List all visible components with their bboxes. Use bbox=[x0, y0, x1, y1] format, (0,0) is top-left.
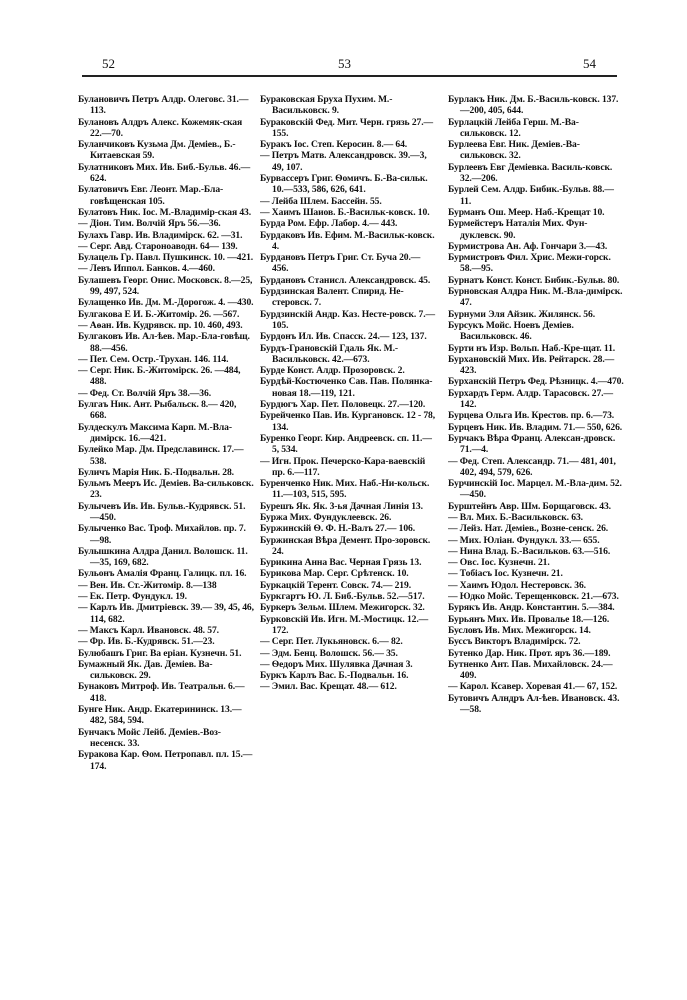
directory-entry: Бурикова Мар. Серг. Срѣтенск. 10. bbox=[260, 568, 409, 580]
directory-entry: Буренченко Ник. Мих. Наб.-Ни-кольск. 11.—103, 515, 595. bbox=[260, 478, 430, 501]
directory-entry: Бураковскій Фед. Мит. Черн. грязь 27.—155. bbox=[260, 116, 434, 139]
directory-entry: Буржинскій Ѳ. Ф. Н.-Валъ 27.— 106. bbox=[260, 523, 416, 535]
directory-entry: Бурлеева Евг. Ник. Деміев.-Ва-сильковск. 32. bbox=[448, 139, 580, 162]
directory-entry: — Овс. Іос. Кузнечн. 21. bbox=[448, 557, 550, 569]
directory-entry: — Мих. Юліан. Фундукл. 33.— 655. bbox=[448, 534, 600, 546]
directory-columns bbox=[78, 94, 624, 980]
directory-entry: Бурдаковъ Ив. Ефим. М.-Васильк-ковск. 4. bbox=[260, 229, 435, 252]
directory-entry: Булахъ Гавр. Ив. Владимірск. 62. —31. bbox=[78, 229, 243, 241]
directory-entry: Бурлеевъ Евг Деміевка. Василь-ковск. 32.—206. bbox=[448, 161, 613, 185]
directory-entry: Бульонъ Амалія Франц. Галицк. пл. 16. bbox=[78, 568, 247, 580]
directory-entry: Бутненко Ант. Пав. Михайловск. 24.—409. bbox=[448, 658, 613, 682]
directory-entry: — Хаимъ Шаиов. Б.-Васильк-ковск. 10. bbox=[260, 206, 430, 218]
directory-entry: Бурдзинскій Андр. Каз. Несте-ровск. 7.—105. bbox=[260, 308, 436, 331]
directory-entry: — Игн. Прок. Печерско-Кара-ваевскій пр. 6.—117. bbox=[260, 455, 426, 478]
directory-entry: — Фед. Степ. Александр. 71.— 481, 401, 402, 494, 579, 626. bbox=[448, 455, 616, 478]
directory-entry: Бурдановъ Петръ Григ. Ст. Буча 20.—456. bbox=[260, 252, 421, 275]
directory-entry: Бурчинскій Іос. Марцел. М.-Вла-дим. 52.—450. bbox=[448, 478, 622, 501]
directory-entry: Бурдъ-Грановскій Гдаль Як. М.-Васильковск. 42.—673. bbox=[260, 342, 399, 365]
directory-entry: Буссъ Викторъ Владимірск. 72. bbox=[448, 636, 581, 648]
directory-entry: Буракова Кар. Ѳом. Петропавл. пл. 15.—174. bbox=[78, 749, 253, 772]
directory-entry: — Лейз. Нат. Деміев., Возне-сенск. 26. bbox=[448, 523, 609, 535]
directory-entry: Булычевъ Ив. Ив. Бульв.-Кудрявск. 51.—450. bbox=[78, 500, 246, 523]
directory-entry: — Хаимъ Юдол. Нестеровск. 36. bbox=[448, 579, 586, 591]
directory-entry: — Аѳан. Ив. Кудрявск. пр. 10. 460, 493. bbox=[78, 319, 243, 331]
directory-entry: — Лейба Шлем. Бассейн. 55. bbox=[260, 195, 382, 207]
directory-entry: — Фр. Ив. Б.-Кудрявск. 51.—23. bbox=[78, 636, 215, 648]
directory-entry: Булашевъ Георг. Онис. Московск. 8.—25, 99, 497, 524. bbox=[78, 274, 253, 298]
directory-entry: Бурлей Сем. Алдр. Бибик.-Бульв. 88.—11. bbox=[448, 184, 614, 207]
directory-entry: Бурмистрова Ан. Аф. Гончари 3.—43. bbox=[448, 240, 608, 252]
directory-entry: — Эмил. Вас. Крещат. 48.— 612. bbox=[260, 681, 397, 693]
column-middle bbox=[260, 94, 436, 980]
header-rule bbox=[82, 75, 617, 77]
directory-entry: — Пет. Сем. Остр.-Трухан. 146. 114. bbox=[78, 353, 229, 365]
directory-entry: Булыченко Вас. Троф. Михайлов. пр. 7.—98. bbox=[78, 523, 246, 546]
directory-entry: Бураковская Бруха Пухим. М.-Васильковск. 9. bbox=[260, 94, 393, 117]
directory-entry: Бурштейнъ Авр. Шм. Борщаговск. 43. bbox=[448, 500, 611, 512]
directory-entry: Бурдонъ Ил. Ив. Спасск. 24.— 123, 137. bbox=[260, 331, 427, 343]
directory-entry: Бурякъ Ив. Андр. Константин. 5.—384. bbox=[448, 602, 615, 614]
directory-entry: Бунаковъ Митроф. Ив. Театральн. 6.—418. bbox=[78, 681, 245, 704]
directory-entry: Бурновская Алдра Ник. М.-Вла-димірск. 47. bbox=[448, 286, 623, 309]
directory-entry: — Карлъ Ив. Дмитріевск. 39.— 39, 45, 46, 114, 682. bbox=[78, 602, 254, 625]
directory-entry: Бурда Ром. Ефр. Лабор. 4.— 443. bbox=[260, 218, 398, 230]
directory-entry: Бурти нъ Изр. Вольп. Наб.-Кре-щат. 11. bbox=[448, 342, 616, 354]
page-number-left: 52 bbox=[102, 56, 115, 71]
directory-entry: Булатовъ Ник. Іос. М.-Владимір-ская 43. bbox=[78, 206, 252, 218]
directory-entry: Бурнуми Эля Айзик. Жилянск. 56. bbox=[448, 308, 595, 320]
directory-entry: Буличъ Марія Ник. Б.-Подвальн. 28. bbox=[78, 466, 234, 478]
directory-entry: Булюбашъ Григ. Ва еріан. Кузнечн. 51. bbox=[78, 647, 242, 659]
directory-entry: Булдескулъ Максима Карп. М.-Вла-димірск. 16.—421. bbox=[78, 421, 232, 444]
directory-entry: Булгаковъ Ив. Ал-ѣев. Мар.-Бла-говѣщ. 88.—456. bbox=[78, 331, 250, 354]
directory-entry: Бурикина Анна Вас. Черная Грязь 13. bbox=[260, 557, 422, 569]
directory-entry: Бутенко Дар. Ник. Прот. яръ 36.—189. bbox=[448, 647, 611, 659]
column-right bbox=[448, 94, 624, 980]
directory-entry: Бунчакъ Мойс Лейб. Деміев.-Воз-несенск. 33. bbox=[78, 726, 221, 749]
column-left bbox=[78, 94, 254, 980]
directory-entry: Буржинская Вѣра Демент. Про-зоровск. 24. bbox=[260, 534, 431, 557]
directory-entry: Бурдзинская Валент. Спирид. Не-стеровск. 7. bbox=[260, 286, 404, 309]
directory-entry: — Серг. Ник. Б.-Житомірск. 26. —484, 488. bbox=[78, 365, 241, 388]
directory-entry: Булановъ Алдръ Алекс. Кожемяк-ская 22.—70. bbox=[78, 116, 243, 139]
directory-entry: — Вен. Ив. Ст.-Житомір. 8.—138 bbox=[78, 579, 217, 591]
directory-entry: — Юдко Мойс. Терещенковск. 21.—673. bbox=[448, 591, 619, 603]
directory-entry: — Ек. Петр. Фундукл. 19. bbox=[78, 591, 187, 603]
directory-entry: Булышкина Алдра Данил. Волошск. 11.—35, 169, 682. bbox=[78, 545, 248, 569]
directory-entry: — Серг. Пет. Лукьяновск. 6.— 82. bbox=[260, 636, 403, 648]
directory-entry: Буланчиковъ Кузьма Дм. Деміев., Б.-Китаевская 59. bbox=[78, 139, 236, 162]
directory-entry: Бурхардъ Герм. Алдр. Тарасовск. 27.—142. bbox=[448, 387, 613, 411]
directory-entry: — Серг. Авд. Староноаводн. 64— 139. bbox=[78, 240, 238, 252]
directory-entry: Бурдановъ Станисл. Александровск. 45. bbox=[260, 274, 431, 286]
directory-entry: — Карол. Ксавер. Хоревая 41.— 67, 152. bbox=[448, 681, 618, 693]
directory-entry: Бурманъ Ош. Меер. Наб.-Крещат 10. bbox=[448, 206, 605, 218]
directory-entry: Бурдѣй-Костюченко Сав. Пав. Полянка-новая 18.—119, 121. bbox=[260, 376, 433, 399]
directory-entry: Бурханскій Петръ Фед. Рѣзницк. 4.—470. bbox=[448, 376, 624, 388]
directory-entry: Бурешъ Як. Як. 3-ья Дачная Линія 13. bbox=[260, 500, 423, 512]
directory-entry: Бурмистровъ Фил. Хрис. Межи-горск. 58.—95. bbox=[448, 252, 611, 275]
directory-entry: — Фед. Ст. Волчій Яръ 38.—36. bbox=[78, 387, 211, 399]
directory-entry: — Ѳедоръ Мих. Шулявка Дачная 3. bbox=[260, 658, 413, 670]
directory-entry: Бульмъ Мееръ Ис. Деміев. Ва-сильковск. 23. bbox=[78, 478, 254, 501]
directory-entry: — Тобіасъ Іос. Кузнечн. 21. bbox=[448, 568, 563, 580]
page-number-row bbox=[0, 56, 687, 72]
directory-entry: Булгаъ Ник. Ант. Рыбальск. 8.— 420, 668. bbox=[78, 399, 237, 422]
directory-entry: Булацель Гр. Павл. Пушкинск. 10. —421. bbox=[78, 252, 254, 264]
directory-entry: Бурьянъ Мих. Ив. Провалье 18.—126. bbox=[448, 613, 610, 625]
directory-entry: Бурчакъ Вѣра Франц. Алексан-дровск. 71.—4. bbox=[448, 432, 616, 456]
directory-entry: Бурдюгъ Хар. Пет. Половецк. 27.—120. bbox=[260, 399, 426, 411]
directory-entry: Бусловъ Ив. Мих. Межигорск. 14. bbox=[448, 624, 591, 636]
directory-entry: — Петръ Матв. Александровск. 39.—3, 49, 107. bbox=[260, 150, 427, 173]
directory-entry: Бурнатъ Конст. Конст. Бибик.-Бульв. 80. bbox=[448, 274, 620, 286]
directory-entry: Бутовичъ Алндръ Ал-ѣев. Ивановск. 43.—58. bbox=[448, 692, 620, 716]
directory-entry: Буркеръ Зельм. Шлем. Межигорск. 32. bbox=[260, 602, 425, 614]
directory-entry: Булейко Мар. Дм. Предславинск. 17.—538. bbox=[78, 444, 244, 467]
directory-entry: — Максъ Карл. Ивановск. 48. 57. bbox=[78, 624, 219, 636]
page-number-right: 54 bbox=[583, 56, 596, 71]
directory-entry: Бунге Ник. Андр. Екатерининск. 13.—482, 584, 594. bbox=[78, 704, 242, 727]
directory-entry: Булатниковъ Мих. Ив. Биб.-Бульв. 46.—624. bbox=[78, 161, 251, 185]
directory-entry: Булащенко Ив. Дм. М.-Дорогож. 4. —430. bbox=[78, 297, 254, 309]
directory-entry: Буракъ Іос. Степ. Керосин. 8.— 64. bbox=[260, 139, 408, 151]
directory-entry: — Вл. Мих. Б.-Васильковск. 63. bbox=[448, 511, 583, 523]
directory-entry: Бумажный Як. Дав. Деміев. Ва-сильковск. 29. bbox=[78, 658, 213, 682]
directory-entry: Булгакова Е И. Б.-Житомір. 26. —567. bbox=[78, 308, 240, 320]
directory-entry: Буркгартъ Ю. Л. Биб.-Бульв. 52.—517. bbox=[260, 591, 425, 603]
directory-entry: Буркацкій Терент. Совск. 74.— 219. bbox=[260, 579, 412, 591]
directory-entry: Бурсукъ Мойс. Ноевъ Деміев. Васильковск. 46. bbox=[448, 319, 574, 343]
directory-entry: — Эдм. Бенц. Волошск. 56.— 35. bbox=[260, 647, 398, 659]
directory-entry: Бурлакъ Ник. Дм. Б.-Василь-ковск. 137.—200, 405, 644. bbox=[448, 94, 619, 117]
directory-entry: Бурковскій Ив. Игн. М.-Мостицк. 12.—172. bbox=[260, 613, 429, 636]
directory-entry: Булановичъ Петръ Алдр. Олеговс. 31.—113. bbox=[78, 94, 249, 117]
directory-entry: Бурейченко Пав. Ив. Кургановск. 12 - 78, 134. bbox=[260, 410, 436, 433]
directory-entry: Бурде Конст. Алдр. Прозоровск. 2. bbox=[260, 365, 405, 377]
directory-entry: — Діон. Тим. Волчій Яръ 56.—36. bbox=[78, 218, 221, 230]
directory-entry: Булатовичъ Евг. Леонт. Мар.-Бла-говѣщенская 105. bbox=[78, 184, 224, 207]
directory-entry: — Нина Влад. Б.-Васильков. 63.—516. bbox=[448, 545, 611, 557]
directory-entry: Бурвассеръ Григ. Ѳомичъ. Б.-Ва-сильк. 10.—533, 586, 626, 641. bbox=[260, 173, 428, 196]
directory-entry: Бурхановскій Мих. Ив. Рейтарск. 28.—423. bbox=[448, 353, 615, 377]
directory-entry: Буркъ Карлъ Вас. Б.-Подвальн. 16. bbox=[260, 670, 409, 682]
directory-entry: Бурмейстеръ Наталія Мих. Фун-дуклевск. 90. bbox=[448, 218, 588, 241]
directory-entry: Буржа Мих. Фундуклеевск. 26. bbox=[260, 511, 392, 523]
directory-entry: Буренко Георг. Кир. Андреевск. сп. 11.—5, 534. bbox=[260, 432, 432, 456]
directory-entry: Бурлацкій Лейба Герш. М.-Ва-сильковск. 12. bbox=[448, 116, 579, 139]
directory-entry: — Левъ Иппол. Банков. 4.—460. bbox=[78, 263, 215, 275]
directory-entry: Бурцева Ольга Ив. Крестов. пр. 6.—73. bbox=[448, 410, 615, 422]
page-number-middle: 53 bbox=[338, 56, 351, 71]
directory-entry: Бурцевъ Ник. Ив. Владим. 71.— 550, 626. bbox=[448, 421, 623, 433]
